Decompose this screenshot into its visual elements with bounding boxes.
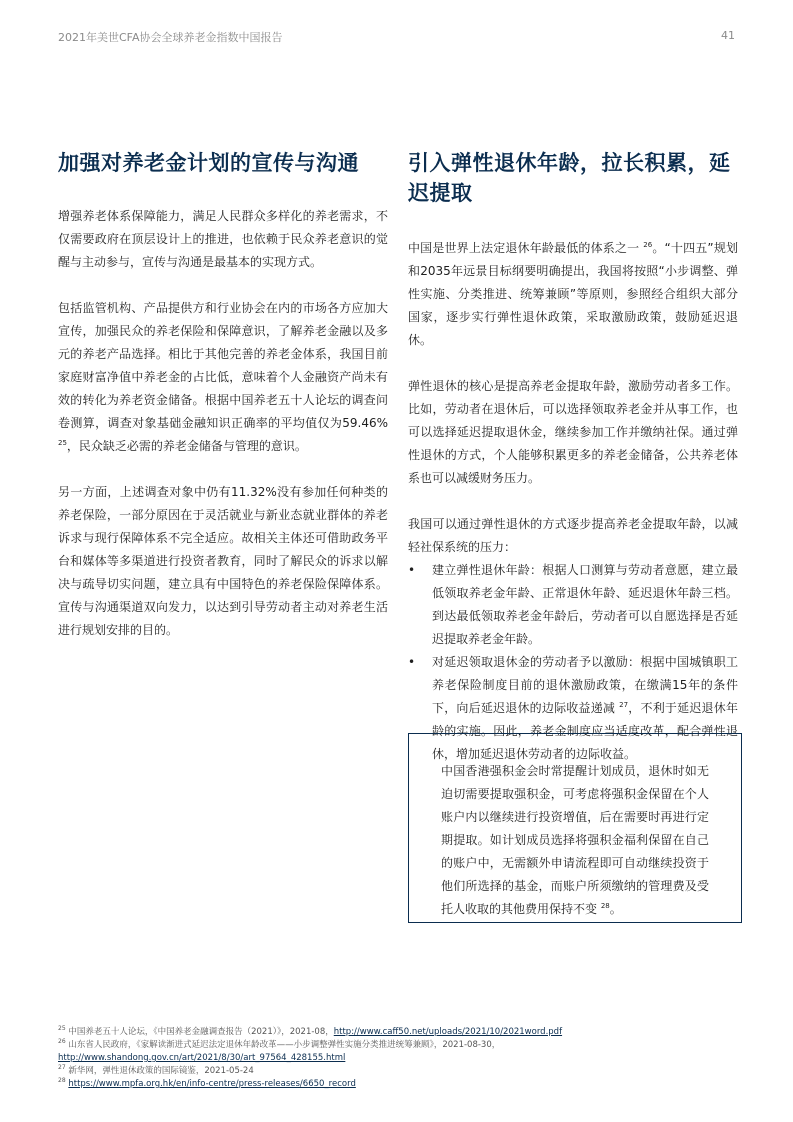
- right-column: [408, 148, 738, 766]
- footnote-text: 山东省人民政府，《家解读渐进式延迟法定退休年龄改革——小步调整弹性实施分类推进统筹兼顾》，2021-08-30，: [68, 1040, 501, 1050]
- right-paragraph-1-text: 中国是世界上法定退休年龄最低的体系之一: [408, 241, 640, 255]
- left-paragraph-1: 增强养老体系保障能力，满足人民群众多样化的养老需求，不仅需要政府在顶层设计上的推进，也依赖于民众养老意识的觉醒与主动参与，宣传与沟通是最基本的实现方式。: [58, 209, 388, 269]
- callout-text-body: 中国香港强积金会时常提醒计划成员，退休时如无迫切需要提取强积金，可考虑将强积金保留在个人账户内以继续进行投资增值，后在需要时再进行定期提取。如计划成员选择将强积金福利保留在自己的账户中，无需额外申请流程即可自动继续投资于他们所选择的基金，而账户所须缴纳的管理费及受托人收取的其他费用保持不变: [441, 764, 709, 916]
- footnote-link-shandong[interactable]: http://www.shandong.gov.cn/art/2021/8/30/art_97564_428155.html: [58, 1053, 346, 1063]
- footnote-ref-26: 26: [643, 241, 653, 249]
- section-title-promotion: 加强对养老金计划的宣传与沟通: [58, 151, 359, 175]
- callout-text-tail: 。: [609, 902, 622, 916]
- footnote-number: 25: [58, 1025, 66, 1033]
- right-paragraph-3: 我国可以通过弹性退休的方式逐步提高养老金提取年龄，以减轻社保系统的压力：: [408, 517, 738, 554]
- bullet-icon: •: [408, 563, 416, 577]
- page-number: 41: [721, 29, 735, 42]
- footnote-ref-27: 27: [619, 701, 629, 709]
- bullet-icon: •: [408, 655, 416, 669]
- footnote-26-link-line: [58, 1052, 738, 1065]
- footnotes: [58, 1026, 738, 1091]
- list-item-text: 对延迟领取退休金的劳动者予以激励：根据中国城镇职工养老保险制度目前的退休激励政策，在缴满15年的条件下，向后延迟退休的边际收益递减: [432, 655, 738, 715]
- section-title-flexible-retirement: 引入弹性退休年龄，拉长积累，延迟提取: [408, 151, 731, 205]
- right-paragraph-1-tail: 。“十四五”规划和2035年远景目标纲要明确提出，我国将按照“小步调整、弹性实施、分类推进、统筹兼顾”等原则，参照经合组织大部分国家，逐步实行弹性退休政策，采取激励政策，鼓励延迟退休。: [408, 241, 738, 347]
- right-paragraph-2: 弹性退休的核心是提高养老金提取年龄，激励劳动者多工作。比如，劳动者在退休后，可以选择领取养老金并从事工作，也可以选择延迟提取退休金，继续参加工作并缴纳社保。通过弹性退休的方式，个人能够积累更多的养老金储备，公共养老体系也可以减缓财务压力。: [408, 379, 738, 485]
- footnote-28: [58, 1078, 738, 1091]
- left-column: [58, 148, 388, 642]
- right-paragraph-1: [408, 237, 738, 352]
- list-item: [408, 559, 738, 651]
- mpf-callout-box: [408, 733, 742, 923]
- footnote-text: 中国养老五十人论坛，《中国养老金融调查报告（2021）》，2021-08，: [68, 1027, 334, 1037]
- footnote-27: [58, 1065, 738, 1078]
- left-paragraph-2: [58, 297, 388, 458]
- footnote-number: 26: [58, 1038, 66, 1046]
- footnote-text: 新华网，弹性退休政策的国际镜鉴，2021-05-24: [68, 1066, 254, 1076]
- footnote-link-mpfa[interactable]: https://www.mpfa.org.hk/en/info-centre/press-releases/6650_record: [68, 1079, 356, 1089]
- footnote-ref-25: 25: [58, 439, 67, 447]
- callout-text: [441, 760, 709, 921]
- footnote-number: 28: [58, 1077, 66, 1085]
- footnote-25: [58, 1026, 738, 1039]
- footnote-number: 27: [58, 1064, 66, 1072]
- footnote-ref-28: 28: [600, 902, 610, 910]
- running-header-title: 2021年美世CFA协会全球养老金指数中国报告: [58, 31, 283, 44]
- left-paragraph-2-tail: ，民众缺乏必需的养老金储备与管理的意识。: [66, 439, 307, 453]
- left-paragraph-3: 另一方面，上述调查对象中仍有11.32%没有参加任何种类的养老保险，一部分原因在于灵活就业与新业态就业群体的养老诉求与现行保障体系不完全适应。故相关主体还可借助政务平台和媒体等多渠道进行投资者教育，同时了解民众的诉求以解决与疏导切实问题，建立具有中国特色的养老保险保障体系。宣传与沟通渠道双向发力，以达到引导劳动者主动对养老生活进行规划安排的目的。: [58, 485, 388, 637]
- footnote-26: [58, 1039, 738, 1052]
- footnote-link-caff50[interactable]: http://www.caff50.net/uploads/2021/10/2021word.pdf: [333, 1027, 563, 1037]
- list-item-tail: ，不利于延迟退休年龄的实施。因此，养老金制度应当适度改革，配合弹性退休，增加延迟退休劳动者的边际收益。: [432, 701, 738, 761]
- left-paragraph-2-text: 包括监管机构、产品提供方和行业协会在内的市场各方应加大宣传，加强民众的养老保险和保障意识，了解养老金融以及多元的养老产品选择。相比于其他完善的养老金体系，我国目前家庭财富净值中养老金的占比低，意味着个人金融资产尚未有效的转化为养老资金储备。根据中国养老五十人论坛的调查问卷测算，调查对象基础金融知识正确率的平均值仅为59.46%: [58, 301, 388, 430]
- list-item-text: 建立弹性退休年龄：根据人口测算与劳动者意愿，建立最低领取养老金年龄、正常退休年龄、延迟退休年龄三档。到达最低领取养老金年龄后，劳动者可以自愿选择是否延迟提取养老金年龄。: [432, 563, 738, 646]
